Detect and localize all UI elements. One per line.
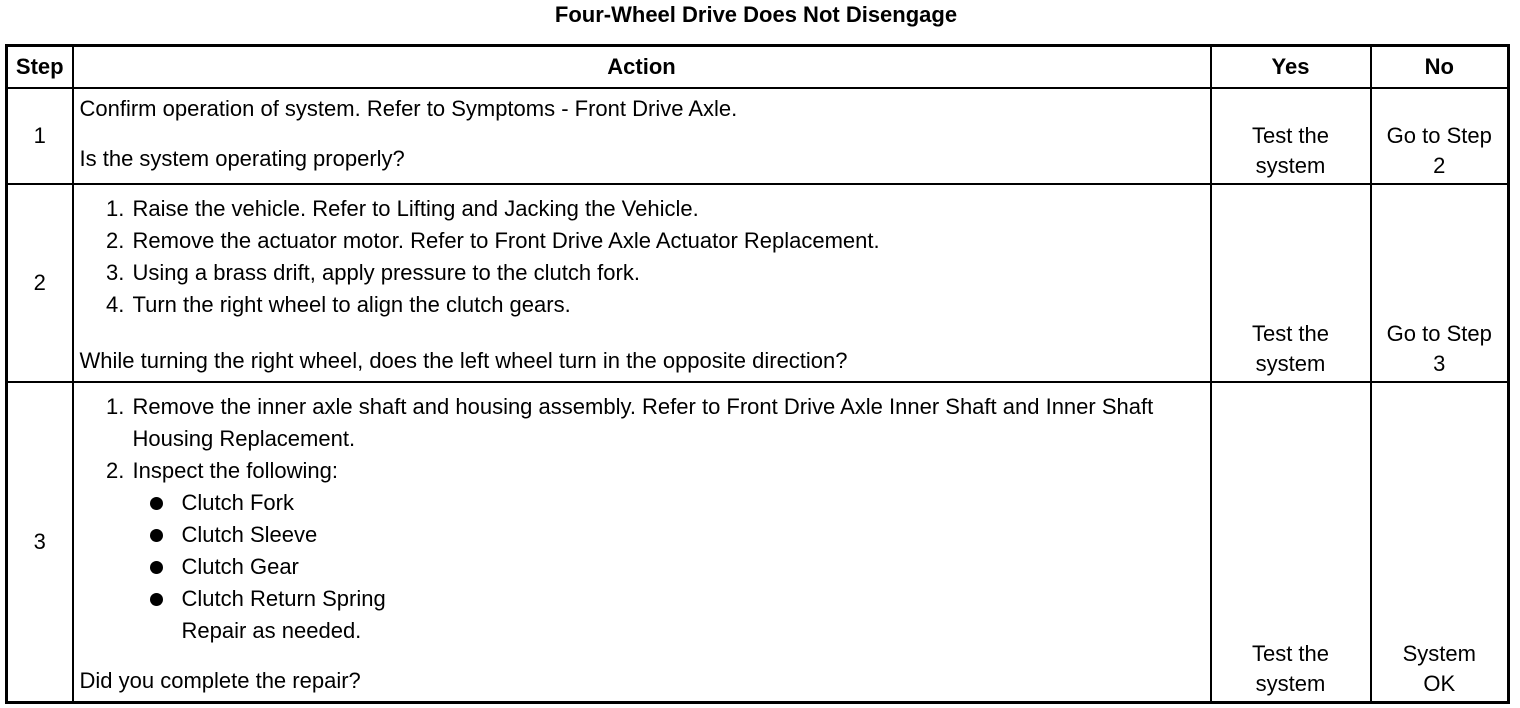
table-row-step-2 (7, 184, 1509, 382)
list-item (131, 455, 1204, 647)
action-steps-list (80, 193, 1204, 321)
action-intro: Confirm operation of system. Refer to Symptoms - Front Drive Axle. (79, 96, 738, 121)
yes-cell (1211, 88, 1371, 184)
bullet-icon (150, 529, 163, 542)
yes-text-line-2: system (1255, 671, 1326, 696)
no-cell (1371, 382, 1509, 703)
diagnostic-table (5, 44, 1510, 704)
step-number: 2 (7, 184, 73, 382)
yes-text-line-2: system (1255, 351, 1326, 376)
action-cell (73, 88, 1211, 184)
step-number: 3 (7, 382, 73, 703)
action-question: Is the system operating properly? (79, 146, 405, 171)
yes-cell (1211, 382, 1371, 703)
bullet-icon (150, 497, 163, 510)
bullet-text: Clutch Sleeve (181, 522, 318, 547)
repair-note: Repair as needed. (181, 618, 362, 643)
no-text-line-1: Go to Step (1386, 123, 1492, 148)
header-yes: Yes (1211, 46, 1371, 89)
bullet-item (182, 583, 1204, 615)
action-steps-list (80, 391, 1204, 647)
list-item: 1. Remove the inner axle shaft and housing assembly. Refer to Front Drive Axle Inner Shaft and Inner Shaft Housing Replacement. (131, 391, 1204, 455)
header-action: Action (73, 46, 1211, 89)
header-step: Step (7, 46, 73, 89)
no-text-line-1: System (1402, 641, 1476, 666)
bullet-icon (150, 561, 163, 574)
page-title: Four-Wheel Drive Does Not Disengage (554, 2, 958, 27)
table-row-step-3 (7, 382, 1509, 703)
yes-text-line-1: Test the (1251, 641, 1330, 666)
table-row-step-1 (7, 88, 1509, 184)
no-text-line-2: 3 (1433, 351, 1446, 376)
yes-cell (1211, 184, 1371, 382)
bullet-icon (150, 593, 163, 606)
bullet-item (182, 551, 1204, 583)
action-cell (73, 382, 1211, 703)
list-item-text: Inspect the following: (132, 458, 338, 483)
yes-text-line-1: Test the (1251, 321, 1330, 346)
yes-text-line-2: system (1255, 153, 1326, 178)
action-cell (73, 184, 1211, 382)
header-row (7, 46, 1509, 89)
list-item: 3. Using a brass drift, apply pressure to the clutch fork. (131, 257, 1204, 289)
yes-text-line-1: Test the (1251, 123, 1330, 148)
bullet-item (182, 519, 1204, 551)
bullet-text: Clutch Gear (181, 554, 299, 579)
no-cell (1371, 184, 1509, 382)
header-no: No (1371, 46, 1509, 89)
list-item: 1. Raise the vehicle. Refer to Lifting and Jacking the Vehicle. (131, 193, 1204, 225)
step-number: 1 (7, 88, 73, 184)
no-text-line-2: 2 (1433, 153, 1446, 178)
bullet-text: Clutch Fork (181, 490, 294, 515)
no-cell (1371, 88, 1509, 184)
no-text-line-1: Go to Step (1386, 321, 1492, 346)
bullet-item (182, 487, 1204, 519)
no-text-line-2: OK (1423, 671, 1456, 696)
list-item: 4. Turn the right wheel to align the clutch gears. (131, 289, 1204, 321)
action-question: Did you complete the repair? (79, 668, 361, 693)
bullet-text: Clutch Return Spring (181, 586, 386, 611)
action-question: While turning the right wheel, does the left wheel turn in the opposite direction? (79, 348, 848, 373)
list-item: 2. Remove the actuator motor. Refer to Front Drive Axle Actuator Replacement. (131, 225, 1204, 257)
inspection-list (133, 487, 1204, 615)
